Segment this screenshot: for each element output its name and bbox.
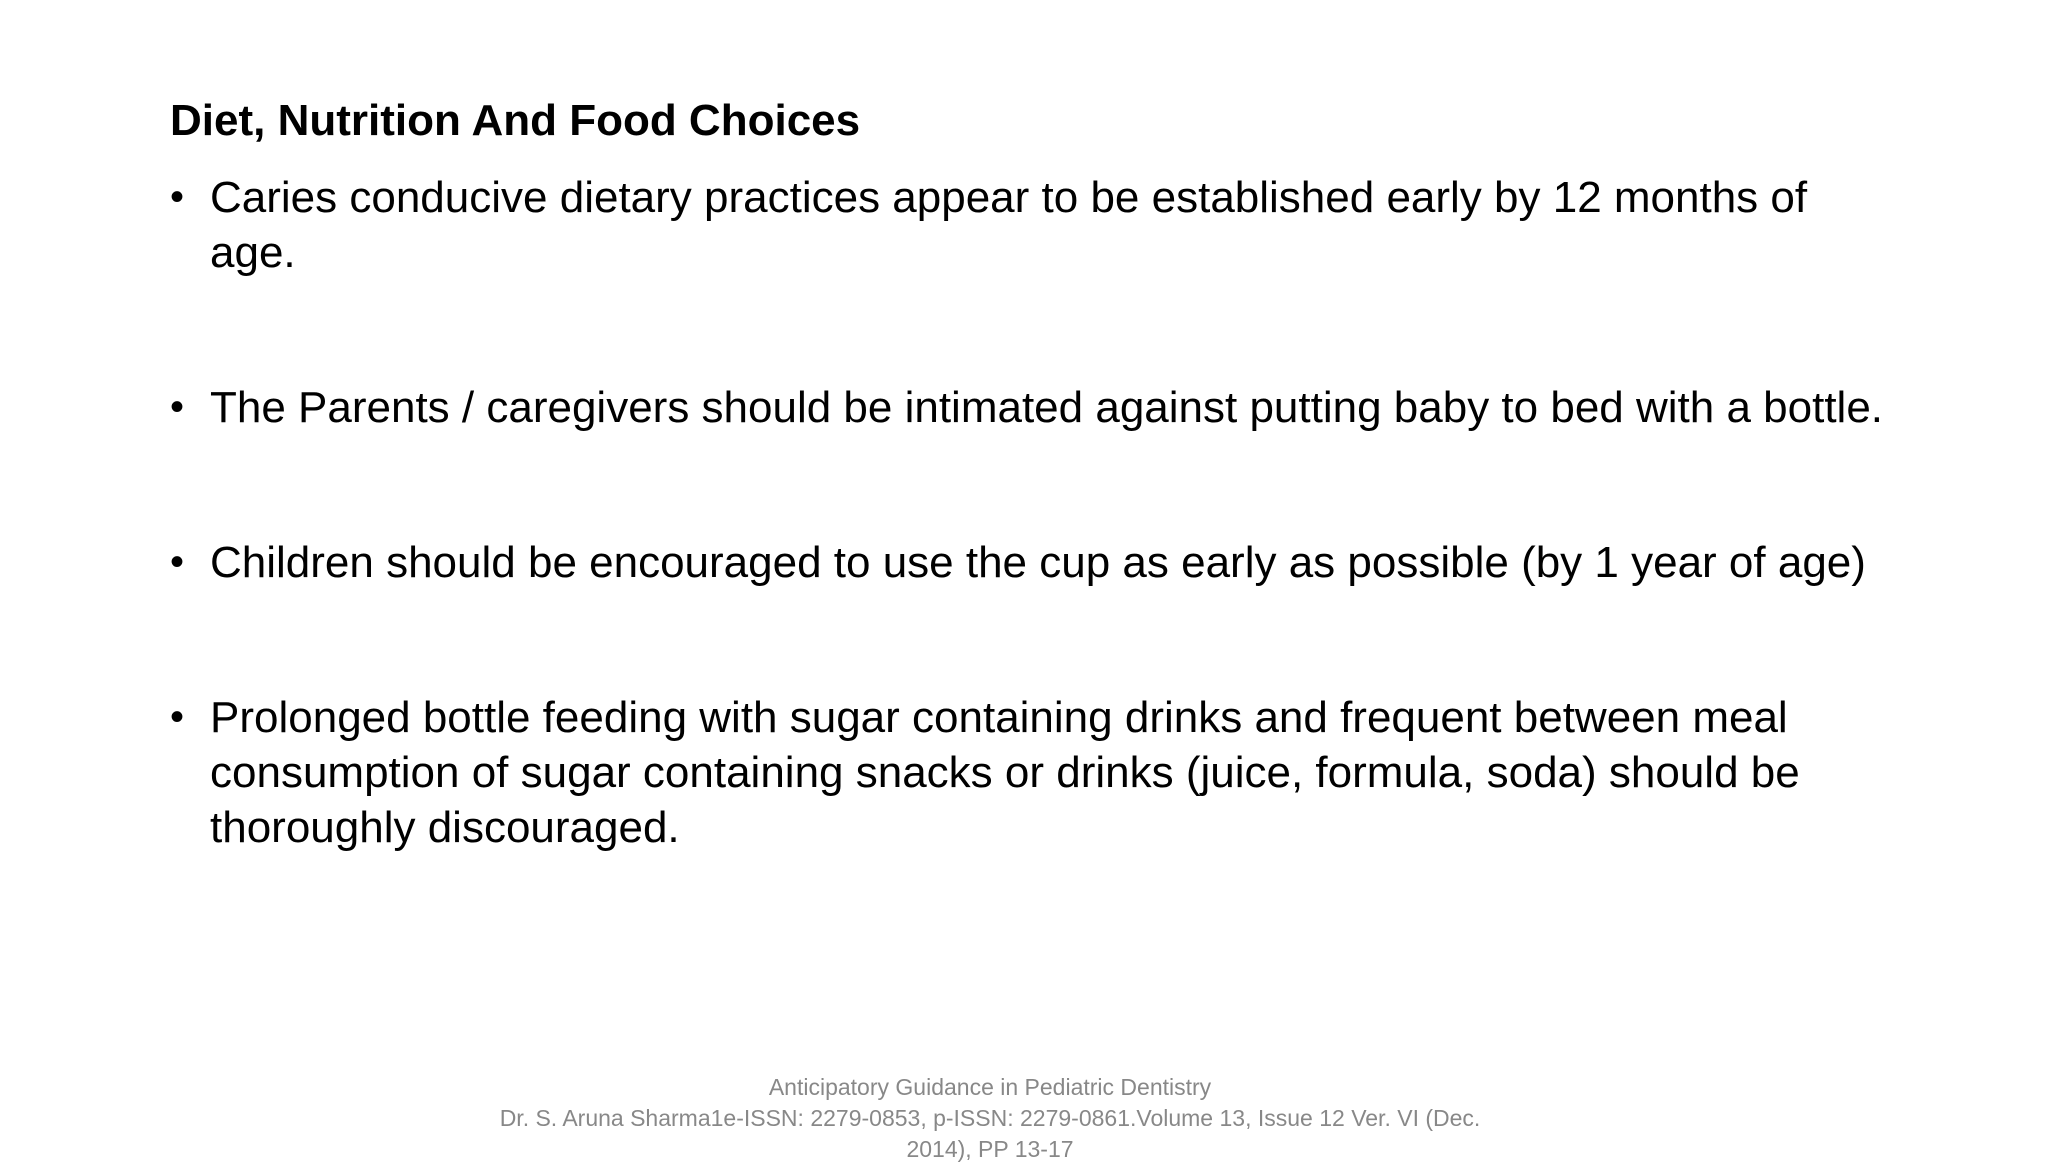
bullet-text: The Parents / caregivers should be intimated against putting baby to bed with a bottle.: [210, 383, 1884, 432]
citation-footer: [450, 1072, 1530, 1165]
bullet-text: Prolonged bottle feeding with sugar containing drinks and frequent between meal consumption of sugar containing snacks or drinks (juice, formula, soda) should be thoroughly discouraged.: [210, 693, 1800, 852]
bullet-icon: •: [170, 175, 185, 219]
bullet-icon: •: [170, 540, 185, 584]
bullet-item: [170, 690, 1890, 855]
bullet-list: [170, 170, 1890, 855]
bullet-icon: •: [170, 385, 185, 429]
bullet-text: Caries conducive dietary practices appear to be established early by 12 months of age.: [210, 173, 1808, 277]
bullet-icon: •: [170, 695, 185, 739]
footer-line-1: Anticipatory Guidance in Pediatric Dentistry: [768, 1074, 1212, 1100]
bullet-text: Children should be encouraged to use the cup as early as possible (by 1 year of age): [210, 538, 1866, 587]
footer-line-2: Dr. S. Aruna Sharma1e-ISSN: 2279-0853, p-ISSN: 2279-0861.Volume 13, Issue 12 Ver. VI (Dec.: [499, 1105, 1481, 1131]
bullet-item: [170, 380, 1890, 435]
bullet-item: [170, 170, 1890, 280]
footer-line-3: 2014), PP 13-17: [906, 1136, 1074, 1162]
slide-title: Diet, Nutrition And Food Choices: [170, 96, 861, 145]
bullet-item: [170, 535, 1890, 590]
